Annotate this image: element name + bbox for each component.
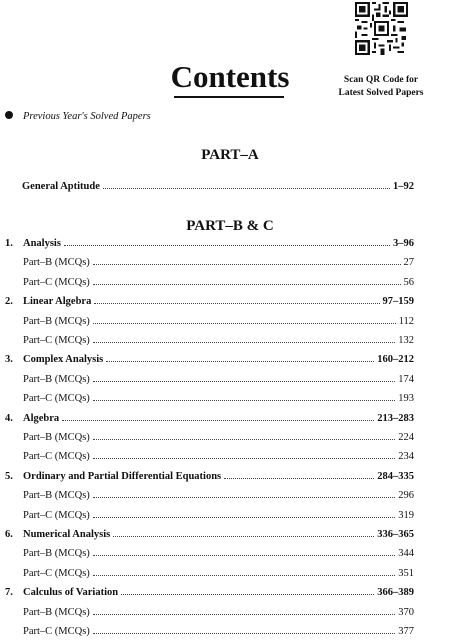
- leader-dots: [94, 297, 379, 304]
- bullet-icon: [5, 111, 13, 119]
- toc-entry-label: General Aptitude: [22, 181, 100, 192]
- chapter-pages: 3–96: [393, 238, 414, 249]
- chapter-number: 4.: [5, 412, 13, 424]
- subentry-page: 370: [398, 606, 414, 618]
- toc-chapter-row[interactable]: [5, 471, 414, 482]
- leader-dots: [93, 627, 395, 634]
- chapter-number: 2.: [5, 296, 13, 308]
- toc-chapter-row[interactable]: [5, 296, 414, 307]
- subentry-page: 351: [398, 567, 414, 579]
- subentry-page: 193: [398, 393, 414, 405]
- subentry-label: Part–B (MCQs): [23, 257, 90, 269]
- subentry-label: Part–C (MCQs): [23, 393, 90, 405]
- subentry-label: Part–C (MCQs): [23, 567, 90, 579]
- page-title: Contents: [170, 59, 290, 94]
- leader-dots: [64, 239, 390, 246]
- leader-dots: [103, 182, 390, 189]
- leader-dots: [93, 433, 395, 440]
- subentry-label: Part–C (MCQs): [23, 626, 90, 637]
- subentry-label: Part–B (MCQs): [23, 373, 90, 385]
- subentry-page: 132: [398, 335, 414, 346]
- leader-dots: [224, 472, 374, 479]
- toc-subentry-row[interactable]: [23, 548, 414, 559]
- chapter-pages: 160–212: [377, 354, 414, 366]
- chapter-number: 3.: [5, 354, 13, 366]
- qr-caption-line2: Latest Solved Papers: [338, 88, 424, 98]
- toc-subentry-row[interactable]: [23, 257, 414, 268]
- leader-dots: [93, 549, 395, 556]
- toc-subentry-row[interactable]: [23, 335, 414, 346]
- subentry-label: Part–B (MCQs): [23, 490, 90, 502]
- toc-subentry-row[interactable]: [23, 510, 414, 521]
- leader-dots: [93, 569, 395, 576]
- chapter-pages: 213–283: [377, 412, 414, 424]
- leader-dots: [93, 452, 395, 459]
- toc-subentry-row[interactable]: [23, 393, 414, 404]
- toc-chapter-row[interactable]: [5, 238, 414, 249]
- toc-subentry-row[interactable]: [23, 277, 414, 288]
- toc-subentry-row[interactable]: [23, 626, 414, 637]
- subentry-label: Part–C (MCQs): [23, 451, 90, 463]
- subentry-label: Part–C (MCQs): [23, 276, 90, 288]
- qr-code-icon: [355, 2, 408, 55]
- chapter-pages: 366–389: [377, 587, 414, 599]
- chapter-number: 6.: [5, 529, 13, 540]
- subentry-label: Part–C (MCQs): [23, 509, 90, 521]
- toc-chapter-row[interactable]: [5, 413, 414, 424]
- chapter-title: Calculus of Variation: [23, 587, 119, 599]
- leader-dots: [93, 608, 395, 615]
- subentry-page: 224: [398, 432, 414, 443]
- subentry-label: Part–B (MCQs): [23, 606, 90, 618]
- chapter-pages: 284–335: [377, 470, 414, 482]
- toc-chapter-row[interactable]: [5, 354, 414, 365]
- chapter-title: Analysis: [23, 238, 61, 249]
- leader-dots: [93, 491, 395, 498]
- leader-dots: [93, 317, 396, 324]
- chapter-number: 7.: [5, 587, 13, 599]
- chapter-pages: 97–159: [382, 296, 414, 308]
- leader-dots: [93, 375, 395, 382]
- previous-papers-text: Previous Year's Solved Papers: [23, 111, 151, 122]
- subentry-page: 174: [398, 373, 414, 385]
- toc-subentry-row[interactable]: [23, 490, 414, 501]
- subentry-page: 296: [398, 490, 414, 502]
- toc-subentry-row[interactable]: [23, 568, 414, 579]
- toc-entry-general-aptitude[interactable]: [22, 181, 414, 192]
- toc-chapter-row[interactable]: [5, 587, 414, 598]
- previous-papers-link[interactable]: [5, 111, 151, 122]
- leader-dots: [93, 394, 395, 401]
- chapter-pages: 336–365: [377, 529, 414, 540]
- toc-subentry-row[interactable]: [23, 432, 414, 443]
- subentry-label: Part–B (MCQs): [23, 548, 90, 560]
- qr-caption: [330, 74, 432, 100]
- subentry-page: 377: [398, 626, 414, 637]
- subentry-label: Part–B (MCQs): [23, 315, 90, 327]
- chapter-number: 5.: [5, 470, 13, 482]
- leader-dots: [93, 278, 401, 285]
- leader-dots: [93, 511, 395, 518]
- toc-chapter-row[interactable]: [5, 529, 414, 540]
- qr-caption-line1: Scan QR Code for: [343, 75, 419, 85]
- chapter-title: Ordinary and Partial Differential Equations: [23, 470, 222, 482]
- title-underline: [174, 96, 284, 98]
- toc-subentry-row[interactable]: [23, 607, 414, 618]
- subentry-page: 112: [398, 315, 414, 327]
- subentry-page: 344: [398, 548, 414, 560]
- toc-entry-pages: 1–92: [393, 181, 414, 192]
- toc-subentry-row[interactable]: [23, 316, 414, 327]
- toc-subentry-row[interactable]: [23, 374, 414, 385]
- leader-dots: [93, 336, 395, 343]
- toc-subentry-row[interactable]: [23, 451, 414, 462]
- part-bc-heading: PART–B & C: [186, 218, 274, 234]
- subentry-page: 234: [398, 451, 414, 463]
- chapter-title: Numerical Analysis: [23, 529, 111, 540]
- chapter-title: Complex Analysis: [23, 354, 104, 366]
- leader-dots: [121, 588, 374, 595]
- chapter-title: Algebra: [23, 412, 60, 424]
- chapter-title: Linear Algebra: [23, 296, 92, 308]
- part-a-heading: PART–A: [201, 147, 259, 163]
- subentry-page: 27: [403, 257, 414, 269]
- leader-dots: [62, 414, 374, 421]
- leader-dots: [93, 258, 401, 265]
- subentry-page: 319: [398, 509, 414, 521]
- subentry-label: Part–B (MCQs): [23, 432, 90, 443]
- leader-dots: [113, 530, 374, 537]
- subentry-page: 56: [403, 276, 414, 288]
- subentry-label: Part–C (MCQs): [23, 335, 90, 346]
- chapter-number: 1.: [5, 238, 13, 249]
- leader-dots: [106, 355, 374, 362]
